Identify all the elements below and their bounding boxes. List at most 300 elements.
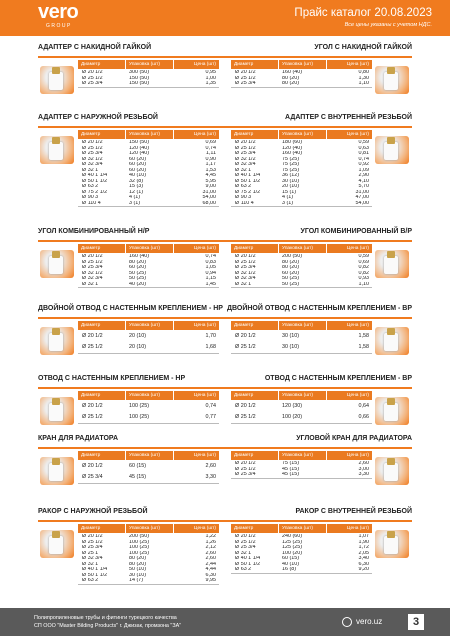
product-photo	[40, 457, 74, 485]
diameter-cell: Ø 25 3/4	[82, 545, 103, 550]
package-cell: 200 (50)	[129, 534, 150, 539]
product-photo	[40, 136, 74, 164]
diameter-cell: Ø 25 3/4	[235, 151, 256, 156]
column-header: Цена (шт)	[193, 453, 216, 458]
price-cell: 2,12	[205, 545, 216, 550]
price-cell: 31,00	[202, 189, 216, 195]
price-cell: 0,95	[205, 70, 216, 75]
package-cell: 60 (20)	[129, 265, 147, 270]
brass-thread-shape	[387, 458, 395, 465]
price-table	[231, 130, 372, 207]
package-cell: 150 (50)	[129, 75, 150, 81]
price-cell: 2,05	[358, 550, 369, 556]
table-header	[231, 321, 372, 330]
column-header: Упаковка (шт)	[279, 130, 327, 139]
diameter-cell: Ø 20 1/2	[235, 403, 256, 409]
product-section	[0, 508, 225, 584]
column-header: Упаковка (шт)	[126, 524, 174, 533]
section-underline	[225, 520, 412, 522]
price-table	[231, 451, 372, 479]
package-cell: 60 (20)	[129, 167, 147, 173]
price-table	[231, 60, 372, 88]
package-cell: 30 (10)	[129, 572, 147, 578]
column-header: Упаковка (шт)	[126, 130, 174, 139]
table-row	[231, 401, 372, 412]
column-header: Диаметр	[78, 524, 126, 533]
brass-thread-shape	[387, 67, 395, 74]
product-section	[0, 435, 225, 511]
diameter-cell: Ø 25 3/4	[82, 474, 103, 480]
section-underline	[38, 240, 225, 242]
brass-thread-shape	[52, 137, 60, 144]
package-cell: 120 (30)	[282, 403, 303, 409]
fitting-shape	[384, 403, 398, 421]
column-header: Диаметр	[231, 244, 279, 253]
logo-group-text: GROUP	[46, 23, 72, 29]
diameter-cell: Ø 25 3/4	[235, 81, 256, 86]
price-cell: 0,93	[358, 276, 369, 281]
column-header: Диаметр	[231, 451, 279, 460]
product-section	[0, 305, 225, 381]
price-cell: 0,81	[358, 151, 369, 156]
column-header: Диаметр	[231, 321, 279, 330]
table-header	[78, 321, 219, 330]
diameter-cell: Ø 50 1 1/2	[235, 178, 261, 184]
package-cell: 40 (20)	[129, 281, 147, 287]
package-cell: 125 (25)	[282, 545, 303, 550]
package-cell: 75 (25)	[282, 156, 300, 162]
section-title: АДАПТЕР С НАКИДНОЙ ГАЙКОЙ	[38, 44, 152, 51]
package-cell: 3 (1)	[282, 200, 294, 206]
package-cell: 80 (20)	[129, 556, 147, 561]
table-header	[231, 130, 372, 139]
brass-thread-shape	[387, 251, 395, 258]
price-cell: 1,22	[205, 534, 216, 539]
diameter-cell: Ø 40 1 1/4	[82, 567, 108, 572]
footer-line-2: СП ООО "Master Bilding Products" г. Джизак, промзона "ЗА"	[34, 623, 182, 629]
product-photo	[40, 250, 74, 278]
diameter-cell: Ø 32 3/4	[82, 276, 103, 281]
price-table	[78, 321, 219, 354]
brass-thread-shape	[52, 398, 60, 405]
price-table	[78, 244, 219, 288]
package-cell: 32 (8)	[129, 178, 144, 184]
price-table	[78, 60, 219, 88]
table-header	[78, 391, 219, 400]
diameter-cell: Ø 20 1/2	[82, 333, 103, 339]
table-header	[231, 244, 372, 253]
column-header: Упаковка (шт)	[126, 244, 174, 253]
price-cell: 3,30	[358, 472, 369, 477]
table-row	[231, 331, 372, 342]
package-cell: 160 (40)	[129, 254, 150, 259]
package-cell: 100 (25)	[129, 414, 150, 420]
brass-thread-shape	[387, 531, 395, 538]
price-table	[231, 524, 372, 574]
price-cell: 0,82	[358, 265, 369, 270]
package-cell: 80 (20)	[129, 561, 147, 567]
package-cell: 20 (10)	[129, 333, 147, 339]
column-header: Цена (шт)	[346, 393, 369, 398]
column-header: Цена (шт)	[346, 526, 369, 531]
package-cell: 50 (25)	[129, 270, 147, 276]
section-title: УГОЛ С НАКИДНОЙ ГАЙКОЙ	[314, 44, 412, 51]
fitting-shape	[384, 536, 398, 554]
footer-bar	[0, 608, 450, 636]
price-cell: 0,83	[205, 259, 216, 265]
diameter-cell: Ø 32 1	[82, 167, 99, 173]
diameter-cell: Ø 32 3/4	[235, 276, 256, 281]
price-cell: 1,17	[205, 162, 216, 167]
package-cell: 75 (25)	[282, 167, 300, 173]
price-cell: 1,72	[358, 545, 369, 550]
product-photo	[40, 327, 74, 355]
column-header: Диаметр	[78, 391, 126, 400]
diameter-cell: Ø 25 1/2	[82, 145, 103, 151]
column-header: Цена (шт)	[193, 323, 216, 328]
package-cell: 100 (25)	[129, 539, 150, 545]
diameter-cell: Ø 110 4	[82, 200, 101, 206]
package-cell: 40 (10)	[129, 173, 147, 178]
price-cell: 1,05	[205, 265, 216, 270]
package-cell: 30 (10)	[282, 344, 300, 350]
package-cell: 150 (50)	[129, 81, 150, 86]
fitting-shape	[49, 256, 63, 274]
package-cell: 120 (40)	[282, 145, 303, 151]
column-header: Диаметр	[231, 60, 279, 69]
price-cell: 0,63	[358, 145, 369, 151]
diameter-cell: Ø 25 1/2	[235, 259, 256, 265]
brass-thread-shape	[387, 398, 395, 405]
footer-site-link[interactable]: vero.uz	[356, 617, 383, 626]
fitting-shape	[384, 333, 398, 351]
brass-thread-shape	[52, 251, 60, 258]
diameter-cell: Ø 63 2	[235, 184, 252, 189]
diameter-cell: Ø 50 1 1/2	[82, 572, 108, 578]
price-cell: 0,69	[358, 259, 369, 265]
diameter-cell: Ø 20 1/2	[235, 534, 256, 539]
section-underline	[38, 126, 225, 128]
product-photo	[375, 530, 409, 558]
table-header	[78, 60, 219, 69]
product-section	[225, 44, 450, 120]
column-header: Упаковка (шт)	[126, 451, 174, 460]
price-cell: 9,95	[205, 578, 216, 583]
diameter-cell: Ø 20 1/2	[235, 333, 256, 339]
section-title: УГОЛ КОМБИНИРОВАННЫЙ Н/Р	[38, 228, 150, 235]
diameter-cell: Ø 25 3/4	[82, 151, 103, 156]
section-title: ДВОЙНОЙ ОТВОД С НАСТЕННЫМ КРЕПЛЕНИЕМ - ВР	[227, 305, 412, 312]
diameter-cell: Ø 32 3/4	[82, 556, 103, 561]
brass-thread-shape	[52, 531, 60, 538]
package-cell: 80 (20)	[282, 265, 300, 270]
price-cell: 1,70	[205, 333, 216, 339]
diameter-cell: Ø 20 1/2	[235, 70, 256, 75]
product-section	[225, 508, 450, 584]
diameter-cell: Ø 20 1/2	[82, 140, 103, 145]
column-header: Цена (шт)	[346, 246, 369, 251]
price-cell: 4,10	[358, 178, 369, 184]
table-row	[231, 282, 372, 288]
package-cell: 240 (60)	[282, 534, 303, 539]
table-row	[78, 401, 219, 412]
price-cell: 3,30	[205, 474, 216, 480]
price-cell: 0,92	[358, 162, 369, 167]
column-header: Упаковка (шт)	[279, 451, 327, 460]
price-cell: 0,77	[205, 414, 216, 420]
package-cell: 100 (20)	[282, 550, 303, 556]
package-cell: 150 (50)	[129, 140, 150, 145]
product-photo	[375, 66, 409, 94]
fitting-shape	[384, 256, 398, 274]
package-cell: 120 (40)	[129, 151, 150, 156]
column-header: Упаковка (шт)	[126, 60, 174, 69]
diameter-cell: Ø 20 1/2	[82, 403, 103, 409]
price-cell: 1,07	[358, 534, 369, 539]
diameter-cell: Ø 20 1/2	[235, 254, 256, 259]
price-cell: 54,00	[355, 200, 369, 206]
price-cell: 1,10	[358, 281, 369, 287]
brass-thread-shape	[52, 458, 60, 465]
section-title: ОТВОД С НАСТЕННЫМ КРЕПЛЕНИЕМ - ВР	[264, 375, 412, 382]
section-underline	[38, 520, 225, 522]
table-row	[78, 81, 219, 87]
price-table	[78, 524, 219, 585]
table-header	[78, 130, 219, 139]
package-cell: 60 (15)	[282, 556, 300, 561]
price-cell: 0,80	[358, 70, 369, 75]
diameter-cell: Ø 32 1/2	[235, 156, 256, 162]
diameter-cell: Ø 90 3	[82, 195, 99, 200]
column-header: Упаковка (шт)	[279, 60, 327, 69]
diameter-cell: Ø 25 1/2	[235, 466, 256, 472]
section-underline	[225, 317, 412, 319]
section-title: ДВОЙНОЙ ОТВОД С НАСТЕННЫМ КРЕПЛЕНИЕМ - НР	[38, 305, 223, 312]
diameter-cell: Ø 25 3/4	[235, 545, 256, 550]
price-table	[231, 244, 372, 288]
page-subtitle: Все цены указаны с учетом НДС.	[344, 22, 432, 28]
fitting-shape	[49, 463, 63, 481]
diameter-cell: Ø 25 1/2	[82, 414, 103, 420]
diameter-cell: Ø 40 1 1/4	[82, 173, 108, 178]
product-photo	[40, 66, 74, 94]
diameter-cell: Ø 25 1/2	[82, 539, 103, 545]
diameter-cell: Ø 32 1	[82, 561, 99, 567]
diameter-cell: Ø 25 1/2	[82, 75, 103, 81]
package-cell: 45 (15)	[129, 474, 147, 480]
price-cell: 54,00	[202, 195, 216, 200]
price-cell: 68,00	[202, 200, 216, 206]
package-cell: 50 (25)	[282, 276, 300, 281]
price-cell: 1,53	[205, 167, 216, 173]
package-cell: 60 (20)	[282, 270, 300, 276]
package-cell: 36 (12)	[282, 173, 300, 178]
price-table	[78, 451, 219, 484]
package-cell: 40 (10)	[282, 561, 300, 567]
package-cell: 80 (20)	[282, 81, 300, 86]
diameter-cell: Ø 25 3/4	[235, 472, 256, 477]
table-row	[78, 461, 219, 472]
product-section	[225, 114, 450, 206]
table-row	[78, 282, 219, 288]
package-cell: 30 (10)	[282, 178, 300, 184]
price-cell: 6,30	[358, 561, 369, 567]
product-photo	[375, 397, 409, 425]
price-cell: 6,30	[205, 572, 216, 578]
fitting-shape	[49, 142, 63, 160]
price-table	[231, 321, 372, 354]
table-row	[78, 342, 219, 353]
column-header: Упаковка (шт)	[279, 524, 327, 533]
package-cell: 4 (1)	[129, 195, 141, 200]
column-header: Диаметр	[78, 244, 126, 253]
column-header: Диаметр	[78, 60, 126, 69]
brass-thread-shape	[387, 328, 395, 335]
package-cell: 60 (20)	[129, 162, 147, 167]
product-photo	[375, 250, 409, 278]
table-row	[231, 81, 372, 87]
diameter-cell: Ø 25 1/2	[235, 414, 256, 420]
column-header: Цена (шт)	[193, 526, 216, 531]
product-section	[0, 44, 225, 120]
table-header	[78, 244, 219, 253]
diameter-cell: Ø 75 2 1/2	[82, 189, 108, 195]
diameter-cell: Ø 25 3/4	[82, 265, 103, 270]
section-underline	[225, 240, 412, 242]
diameter-cell: Ø 25 1/2	[235, 145, 256, 151]
diameter-cell: Ø 25 1/2	[235, 75, 256, 81]
diameter-cell: Ø 25 1/2	[82, 344, 103, 350]
price-cell: 1,11	[205, 151, 216, 156]
package-cell: 60 (15)	[129, 463, 147, 469]
package-cell: 45 (15)	[282, 472, 300, 477]
price-cell: 0,74	[205, 145, 216, 151]
diameter-cell: Ø 90 3	[235, 195, 252, 200]
column-header: Диаметр	[231, 130, 279, 139]
diameter-cell: Ø 20 1/2	[82, 254, 103, 259]
diameter-cell: Ø 20 1/2	[82, 70, 103, 75]
price-cell: 1,58	[358, 333, 369, 339]
package-cell: 16 (8)	[282, 567, 297, 572]
price-cell: 0,59	[358, 140, 369, 145]
package-cell: 100 (25)	[129, 550, 150, 556]
package-cell: 20 (10)	[282, 184, 300, 189]
table-header	[231, 451, 372, 460]
column-header: Упаковка (шт)	[279, 391, 327, 400]
diameter-cell: Ø 32 1	[235, 167, 252, 173]
diameter-cell: Ø 32 1/2	[235, 270, 256, 276]
diameter-cell: Ø 25 1/2	[235, 539, 256, 545]
product-section	[225, 228, 450, 304]
column-header: Диаметр	[78, 130, 126, 139]
column-header: Диаметр	[231, 391, 279, 400]
price-cell: 4,44	[205, 567, 216, 572]
diameter-cell: Ø 63 2	[82, 184, 99, 189]
table-row	[231, 342, 372, 353]
table-header	[231, 524, 372, 533]
diameter-cell: Ø 20 1/2	[82, 463, 103, 469]
header-bar	[0, 0, 450, 36]
diameter-cell: Ø 75 2 1/2	[235, 189, 261, 195]
package-cell: 300 (50)	[129, 70, 150, 75]
vero-logo: vero	[38, 1, 79, 23]
package-cell: 30 (10)	[282, 333, 300, 339]
package-cell: 160 (40)	[282, 151, 303, 156]
section-underline	[38, 317, 225, 319]
column-header: Диаметр	[78, 451, 126, 460]
package-cell: 80 (20)	[282, 75, 300, 81]
diameter-cell: Ø 32 1	[82, 281, 99, 287]
page-title: Прайс каталог 20.08.2023	[294, 7, 432, 19]
diameter-cell: Ø 25 1	[82, 550, 99, 556]
price-cell: 1,30	[358, 75, 369, 81]
price-table	[78, 391, 219, 424]
price-cell: 0,59	[358, 254, 369, 259]
column-header: Цена (шт)	[346, 132, 369, 137]
package-cell: 160 (40)	[282, 70, 303, 75]
product-photo	[375, 457, 409, 485]
table-header	[231, 60, 372, 69]
column-header: Диаметр	[231, 524, 279, 533]
price-cell: 2,60	[205, 463, 216, 469]
price-cell: 1,45	[205, 281, 216, 287]
product-section	[0, 114, 225, 206]
package-cell: 120 (40)	[129, 145, 150, 151]
package-cell: 100 (20)	[282, 414, 303, 420]
package-cell: 3 (1)	[129, 200, 141, 206]
section-title: АДАПТЕР С ВНУТРЕННЕЙ РЕЗЬБОЙ	[285, 114, 412, 121]
package-cell: 60 (20)	[129, 156, 147, 162]
column-header: Упаковка (шт)	[126, 321, 174, 330]
price-cell: 2,60	[358, 461, 369, 466]
price-table	[231, 391, 372, 424]
table-row	[231, 412, 372, 423]
diameter-cell: Ø 20 1/2	[235, 461, 256, 466]
fitting-shape	[49, 403, 63, 421]
price-table	[78, 130, 219, 207]
package-cell: 125 (25)	[282, 539, 303, 545]
section-title: УГЛОВОЙ КРАН ДЛЯ РАДИАТОРА	[296, 435, 412, 442]
diameter-cell: Ø 50 1 1/2	[235, 561, 261, 567]
product-photo	[40, 530, 74, 558]
price-cell: 9,00	[205, 184, 216, 189]
footer-line-1: Полипропиленовые трубы и фитинги турецкого качества	[34, 615, 177, 621]
price-cell: 0,74	[205, 254, 216, 259]
price-cell: 31,00	[355, 189, 369, 195]
package-cell: 14 (7)	[129, 578, 144, 583]
diameter-cell: Ø 32 3/4	[235, 162, 256, 167]
table-header	[78, 451, 219, 460]
diameter-cell: Ø 32 1	[235, 550, 252, 556]
column-header: Цена (шт)	[346, 453, 369, 458]
diameter-cell: Ø 40 1 1/4	[235, 173, 261, 178]
section-title: РАКОР С ВНУТРЕННЕЙ РЕЗЬБОЙ	[295, 508, 412, 515]
section-title: КРАН ДЛЯ РАДИАТОРА	[38, 435, 119, 442]
package-cell: 100 (25)	[129, 403, 150, 409]
price-cell: 1,10	[358, 81, 369, 86]
fitting-shape	[49, 536, 63, 554]
price-cell: 1,00	[205, 75, 216, 81]
brass-thread-shape	[387, 137, 395, 144]
section-underline	[225, 387, 412, 389]
price-cell: 1,90	[358, 539, 369, 545]
section-title: УГОЛ КОМБИНИРОВАННЫЙ В/Р	[300, 228, 412, 235]
diameter-cell: Ø 25 1/2	[235, 344, 256, 350]
package-cell: 15 (3)	[129, 184, 144, 189]
package-cell: 20 (10)	[129, 344, 147, 350]
diameter-cell: Ø 63 2	[235, 567, 252, 572]
section-title: РАКОР С НАРУЖНОЙ РЕЗЬБОЙ	[38, 508, 148, 515]
